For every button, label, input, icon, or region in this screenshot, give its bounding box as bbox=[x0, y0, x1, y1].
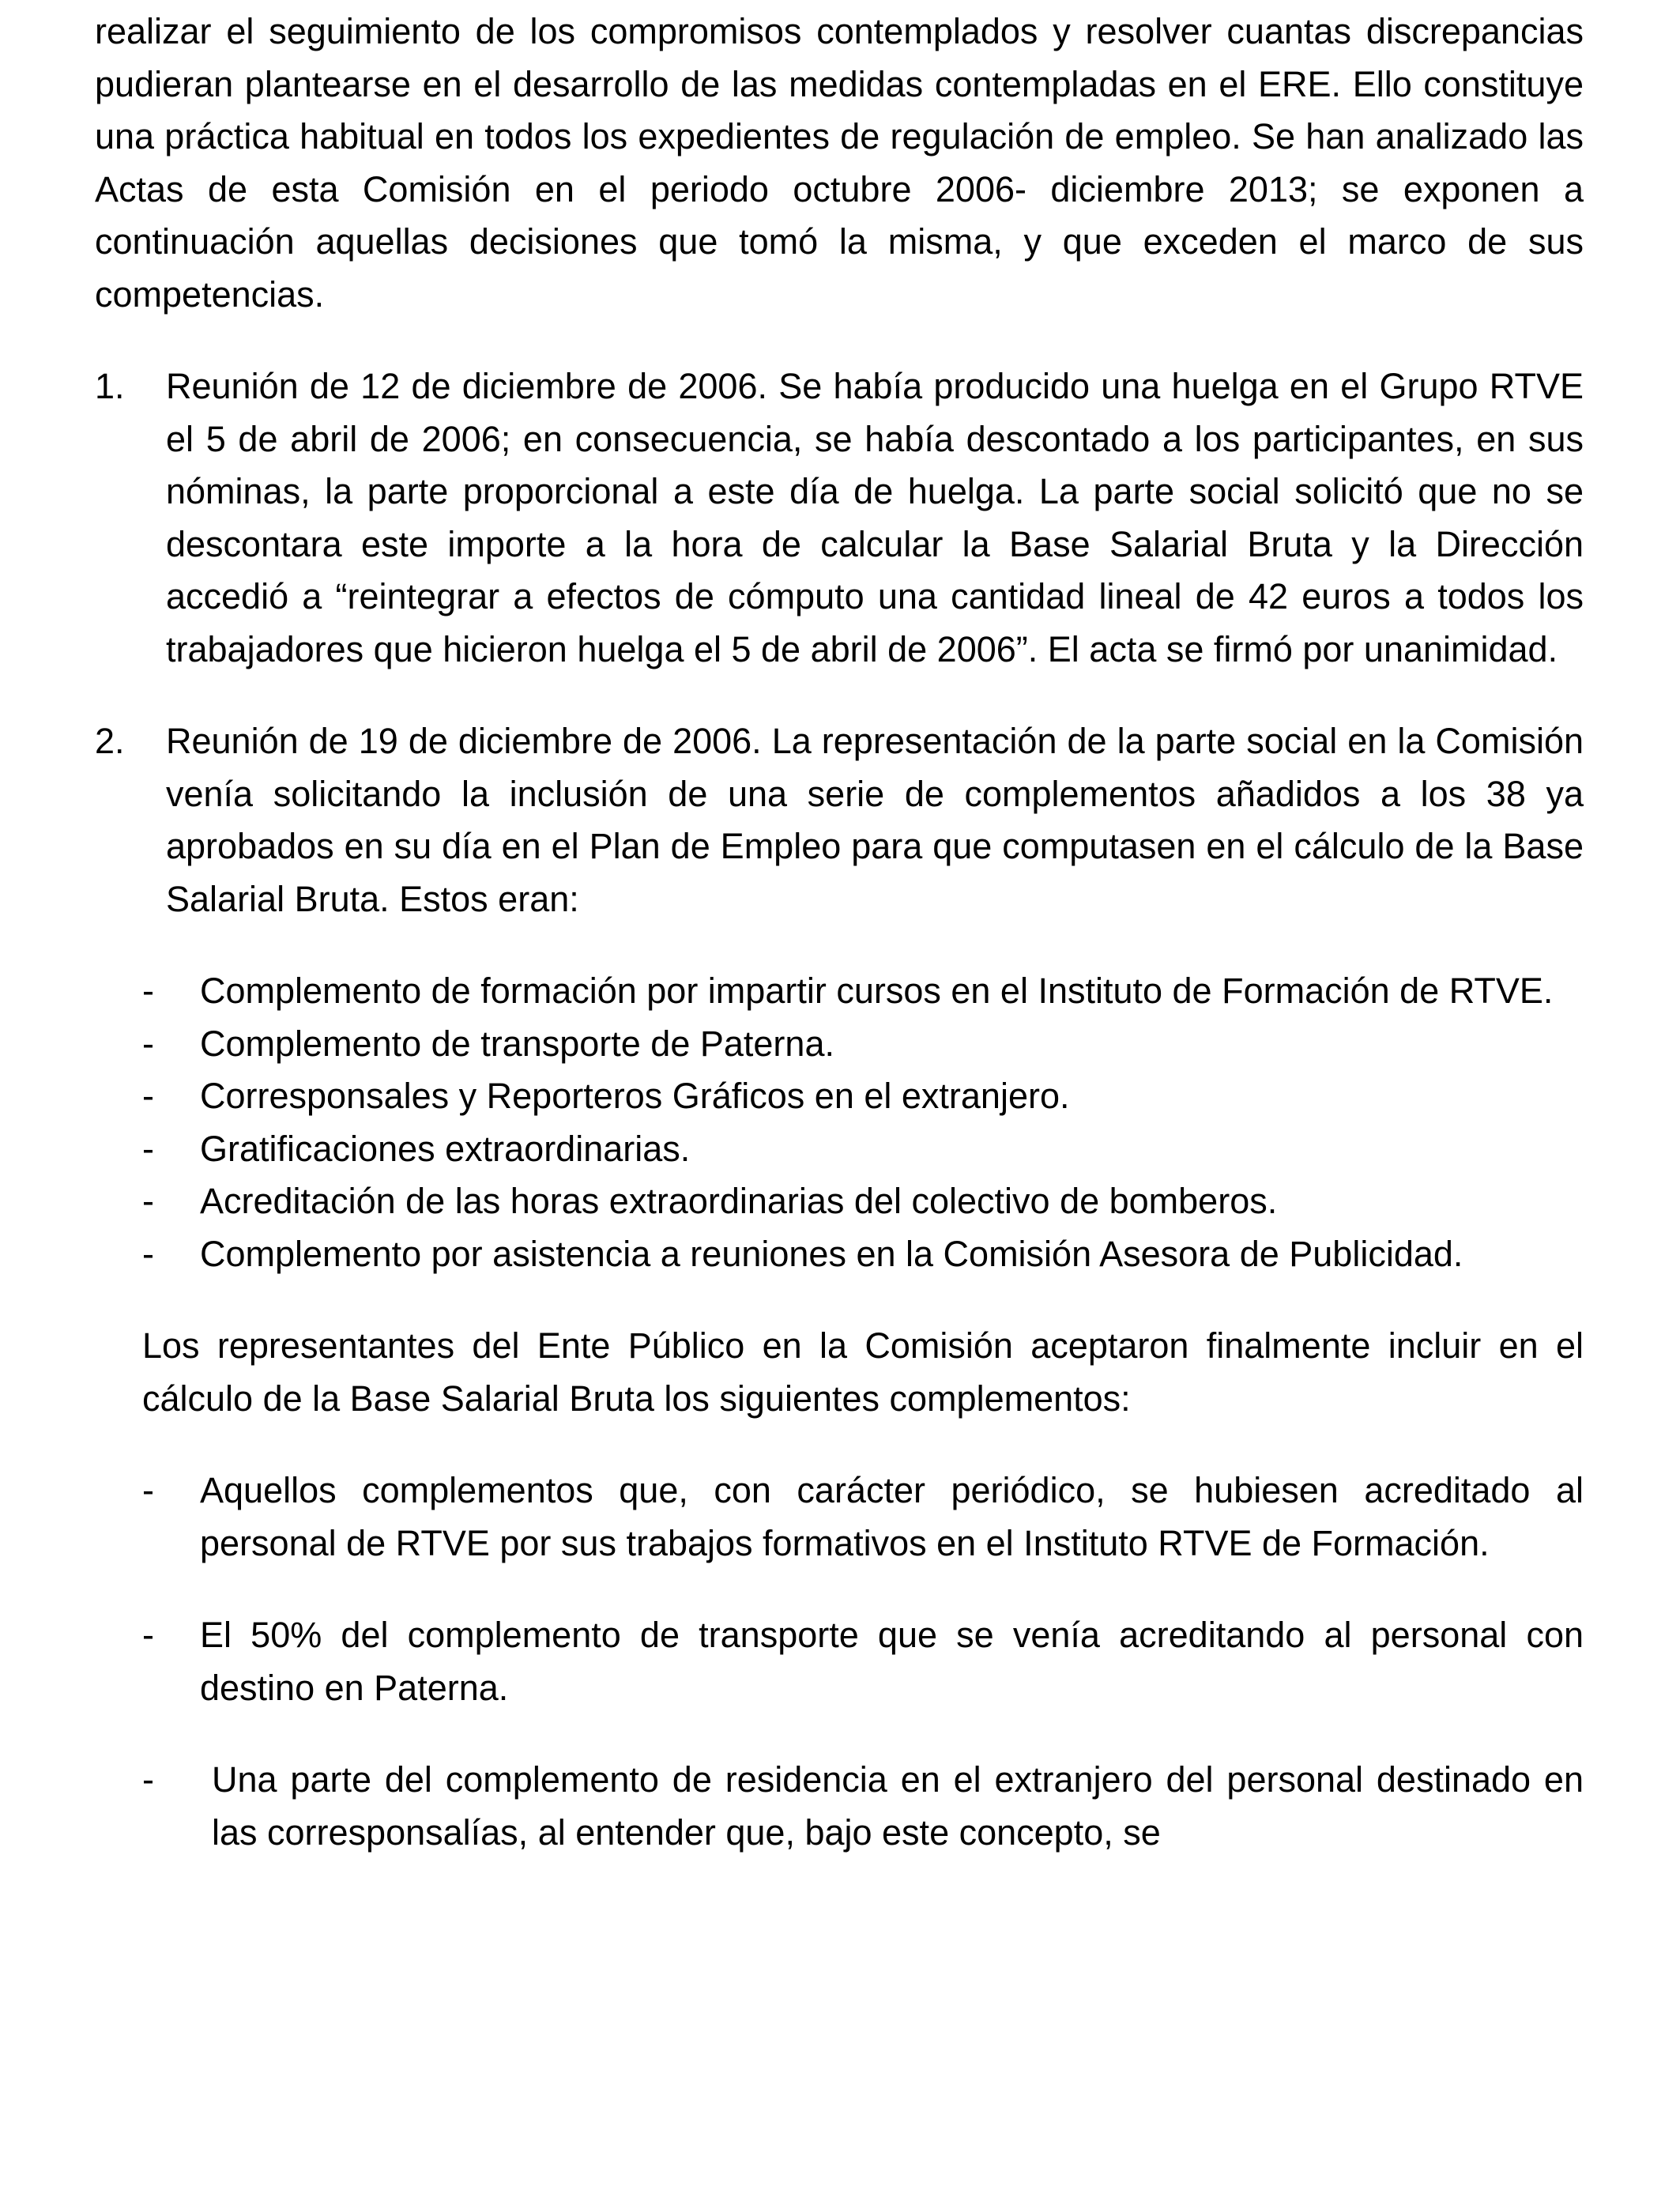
list-item bbox=[142, 1123, 1584, 1176]
numbered-item-2 bbox=[95, 715, 1584, 925]
dash-bullet: - bbox=[142, 1615, 154, 1655]
list-item bbox=[142, 1018, 1584, 1071]
dash-bullet: - bbox=[142, 1128, 154, 1169]
list-item-text: Acreditación de las horas extraordinarias del colectivo de bomberos. bbox=[200, 1181, 1278, 1221]
item-text: Reunión de 19 de diciembre de 2006. La representación de la parte social en la Comisión venía solicitando la inclusión de una serie de complementos añadidos a los 38 ya aprobados en su día en el Plan de Empleo para que computasen en el cálculo de la Base Salarial Bruta. Estos eran: bbox=[166, 721, 1584, 919]
dash-bullet: - bbox=[142, 971, 154, 1011]
dash-bullet: - bbox=[142, 1076, 154, 1116]
dash-bullet: - bbox=[142, 1233, 154, 1274]
list-item bbox=[142, 1175, 1584, 1228]
list-item bbox=[142, 1465, 1584, 1570]
list-item-text: El 50% del complemento de transporte que se venía acreditando al personal con destino en Paterna. bbox=[200, 1615, 1584, 1708]
list-item bbox=[142, 1609, 1584, 1714]
intro-paragraph: realizar el seguimiento de los compromisos contemplados y resolver cuantas discrepancias pudieran plantearse en el desarrollo de las medidas contempladas en el ERE. Ello constituye una práctica habitual en todos los expedientes de regulación de empleo. Se han analizado las Actas de esta Comisión en el periodo octubre 2006- diciembre 2013; se exponen a continuación aquellas decisiones que tomó la misma, y que exceden el marco de sus competencias. bbox=[95, 11, 1584, 315]
list-item-text: Gratificaciones extraordinarias. bbox=[200, 1128, 691, 1169]
list-item bbox=[142, 1228, 1584, 1281]
requested-complements-list bbox=[95, 965, 1584, 1280]
list-item bbox=[142, 1754, 1584, 1859]
document-page bbox=[95, 0, 1584, 1859]
dash-bullet: - bbox=[142, 1181, 154, 1221]
list-item bbox=[142, 965, 1584, 1018]
item-number: 2. bbox=[95, 721, 125, 761]
list-item-text: Complemento de transporte de Paterna. bbox=[200, 1023, 834, 1064]
item-number: 1. bbox=[95, 366, 125, 406]
list-item bbox=[142, 1070, 1584, 1123]
dash-bullet: - bbox=[142, 1470, 154, 1510]
item-text: Reunión de 12 de diciembre de 2006. Se había producido una huelga en el Grupo RTVE el 5 de abril de 2006; en consecuencia, se había descontado a los participantes, en sus nóminas, la parte proporcional a este día de huelga. La parte social solicitó que no se descontara este importe a la hora de calcular la Base Salarial Bruta y la Dirección accedió a “reintegrar a efectos de cómputo una cantidad lineal de 42 euros a todos los trabajadores que hicieron huelga el 5 de abril de 2006”. El acta se firmó por unanimidad. bbox=[166, 366, 1584, 669]
dash-bullet: - bbox=[142, 1023, 154, 1064]
list-item-text: Corresponsales y Reporteros Gráficos en el extranjero. bbox=[200, 1076, 1070, 1116]
numbered-item-1 bbox=[95, 360, 1584, 676]
list-item-text: Aquellos complementos que, con carácter periódico, se hubiesen acreditado al personal de RTVE por sus trabajos formativos en el Instituto RTVE de Formación. bbox=[200, 1470, 1584, 1563]
list-item-text: Una parte del complemento de residencia en el extranjero del personal destinado en las corresponsalías, al entender que, bajo este concepto, se bbox=[212, 1759, 1584, 1853]
accepted-intro-paragraph: Los representantes del Ente Público en la Comisión aceptaron finalmente incluir en el cálculo de la Base Salarial Bruta los siguientes complementos: bbox=[142, 1325, 1584, 1419]
dash-bullet: - bbox=[142, 1759, 154, 1800]
accepted-complements-list bbox=[95, 1465, 1584, 1859]
list-item-text: Complemento por asistencia a reuniones en la Comisión Asesora de Publicidad. bbox=[200, 1233, 1463, 1274]
list-item-text: Complemento de formación por impartir cursos en el Instituto de Formación de RTVE. bbox=[200, 971, 1554, 1011]
